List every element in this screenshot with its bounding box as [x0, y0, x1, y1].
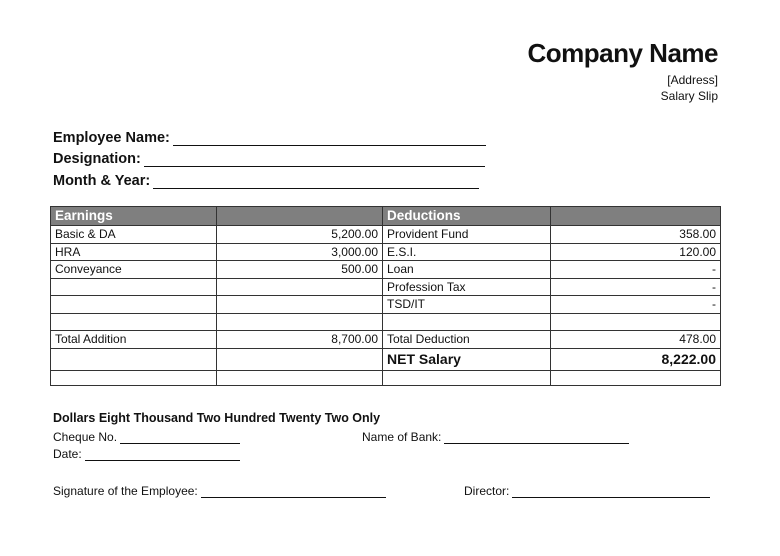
table-row [51, 313, 721, 331]
deduction-label: Provident Fund [383, 226, 551, 244]
net-salary-label: NET Salary [383, 348, 551, 370]
earnings-amount-header [217, 207, 383, 226]
net-empty-cell [217, 348, 383, 370]
deduction-label [383, 313, 551, 331]
deductions-header: Deductions [383, 207, 551, 226]
table-header-row [51, 207, 721, 226]
date-row [53, 447, 240, 461]
deduction-amount: 358.00 [551, 226, 721, 244]
net-salary-row [51, 348, 721, 370]
month-year-label: Month & Year: [53, 172, 151, 189]
cheque-number-row [53, 430, 240, 444]
deduction-label: TSD/IT [383, 296, 551, 314]
designation-row [53, 146, 486, 168]
bank-label: Name of Bank: [362, 430, 442, 444]
totals-row [51, 331, 721, 349]
earning-label: HRA [51, 243, 217, 261]
deductions-amount-header [551, 207, 721, 226]
slip-title: Salary Slip [660, 89, 718, 103]
earning-label: Basic & DA [51, 226, 217, 244]
date-label: Date: [53, 447, 82, 461]
date-field[interactable] [85, 449, 240, 461]
earning-label [51, 313, 217, 331]
earnings-header: Earnings [51, 207, 217, 226]
table-row [51, 243, 721, 261]
earning-amount: 5,200.00 [217, 226, 383, 244]
earning-amount: 500.00 [217, 261, 383, 279]
table-row [51, 226, 721, 244]
company-name: Company Name [527, 38, 718, 68]
cheque-label: Cheque No. [53, 430, 118, 444]
earning-label: Conveyance [51, 261, 217, 279]
total-addition-label: Total Addition [51, 331, 217, 349]
earning-amount [217, 278, 383, 296]
deduction-label: Profession Tax [383, 278, 551, 296]
director-label: Director: [464, 484, 510, 498]
total-deduction-label: Total Deduction [383, 331, 551, 349]
net-empty-cell [51, 348, 217, 370]
earning-label [51, 278, 217, 296]
net-salary-value: 8,222.00 [551, 348, 721, 370]
earning-label [51, 296, 217, 314]
employee-signature-row [53, 484, 386, 498]
month-year-field[interactable] [153, 174, 479, 189]
employee-signature-label: Signature of the Employee: [53, 484, 198, 498]
company-address: [Address] [667, 73, 718, 87]
month-year-row [53, 167, 486, 189]
bank-name-row [362, 430, 629, 444]
earning-amount: 3,000.00 [217, 243, 383, 261]
deduction-amount: - [551, 278, 721, 296]
deduction-amount [551, 313, 721, 331]
deduction-label: E.S.I. [383, 243, 551, 261]
deduction-amount: - [551, 296, 721, 314]
employee-name-label: Employee Name: [53, 129, 170, 146]
amount-in-words: Dollars Eight Thousand Two Hundred Twenty Two Only [53, 411, 381, 425]
company-header [528, 38, 719, 103]
director-signature-field[interactable] [512, 486, 710, 498]
salary-table [50, 206, 721, 386]
designation-field[interactable] [144, 152, 485, 167]
deduction-label: Loan [383, 261, 551, 279]
table-row [51, 296, 721, 314]
employee-name-row [53, 124, 486, 146]
designation-label: Designation: [53, 151, 141, 167]
table-row [51, 278, 721, 296]
employee-info [53, 124, 486, 189]
total-deduction-value: 478.00 [551, 331, 721, 349]
total-addition-value: 8,700.00 [217, 331, 383, 349]
earning-amount [217, 296, 383, 314]
bank-name-field[interactable] [444, 432, 629, 444]
director-row [464, 484, 710, 498]
earning-amount [217, 313, 383, 331]
deduction-amount: - [551, 261, 721, 279]
deduction-amount: 120.00 [551, 243, 721, 261]
employee-name-field[interactable] [173, 131, 486, 146]
employee-signature-field[interactable] [201, 486, 386, 498]
table-row [51, 370, 721, 385]
cheque-number-field[interactable] [120, 432, 240, 444]
table-row [51, 261, 721, 279]
